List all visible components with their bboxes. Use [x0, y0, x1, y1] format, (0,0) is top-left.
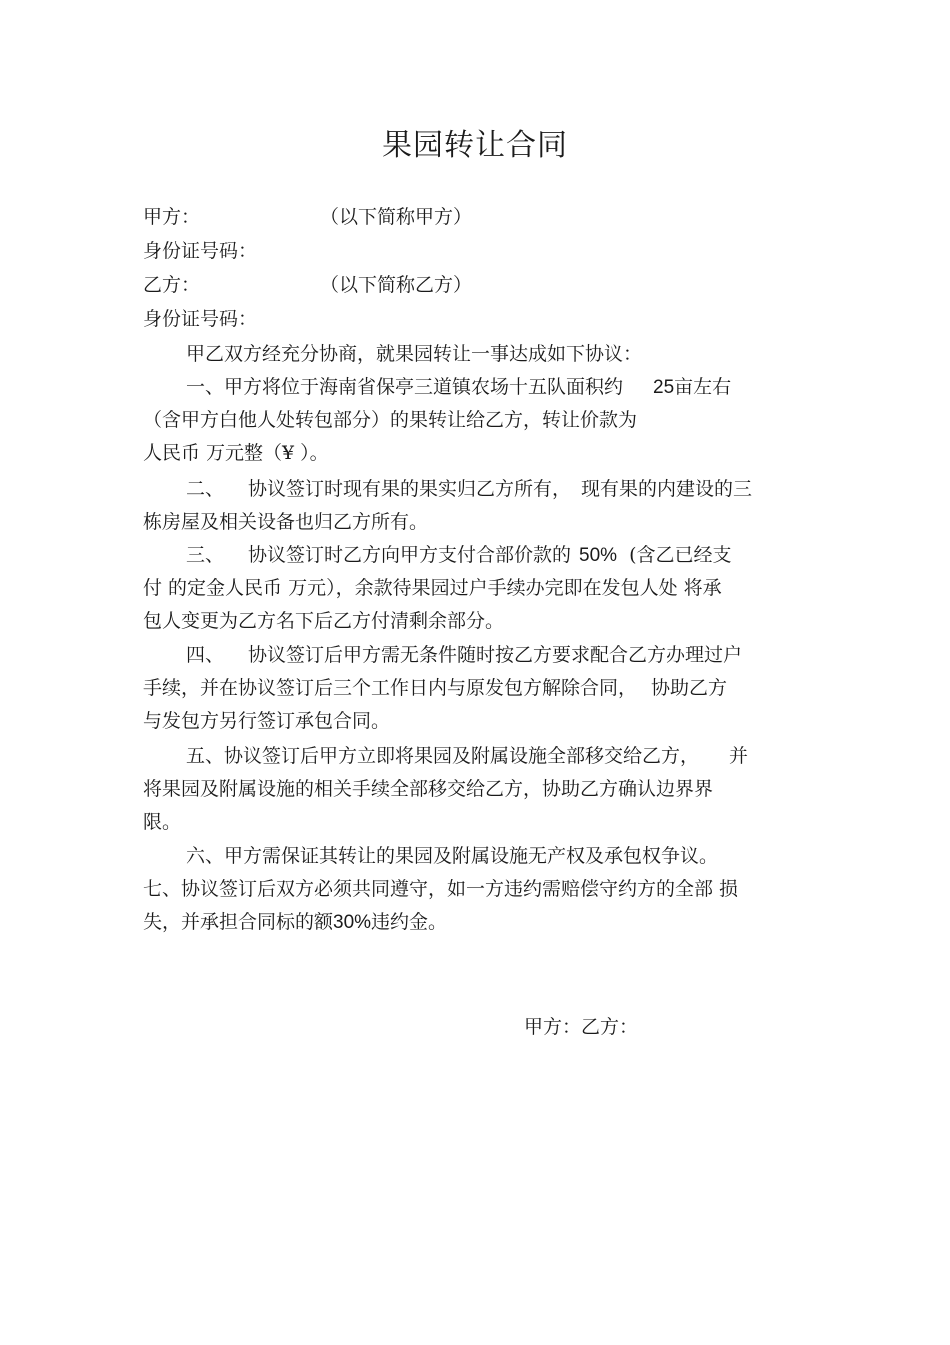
clause3-text-a: 协议签订时乙方向甲方支付合部价款的 [248, 544, 572, 566]
clause2-text-b: 现有果的内建设的三 [581, 478, 753, 500]
clause4-text: 协议签订后甲方需无条件随时按乙方要求配合乙方办理过户 [248, 644, 743, 666]
clause5-line1 [186, 740, 748, 773]
clause1-text-a: 一、甲方将位于海南省保亭三道镇农场十五队面积约 [186, 376, 624, 398]
clause1-text-b: 亩左右 [674, 376, 732, 398]
document-title: 果园转让合同 [382, 128, 568, 163]
clause4-number: 四、 [186, 644, 225, 666]
clause1-line2: （含甲方白他人处转包部分）的果转让给乙方，转让价款为 [143, 409, 638, 431]
clause4-text-b: 协助乙方 [651, 677, 728, 699]
id-a-line [143, 235, 257, 268]
clause3-line1 [186, 539, 731, 572]
party-a-note: （以下简称甲方） [320, 206, 473, 228]
clause6-line1: 六、甲方需保证其转让的果园及附属设施无产权及承包权争议。 [186, 845, 719, 867]
clause7-text-a: 失，并承担合同标的额 [143, 911, 334, 933]
signature-line: 甲方：乙方： [524, 1016, 639, 1038]
clause5-text-b: 并 [729, 745, 749, 767]
id-b-line [143, 303, 257, 336]
clause7-percent: 30% [333, 912, 372, 933]
id-b-label: 身份证号码： [143, 308, 258, 330]
clause4-line2 [143, 672, 727, 705]
clause7-line1: 七、协议签订后双方必须共同遵守，如一方违约需赔偿守约方的全部 损 [143, 878, 739, 900]
clause5-line2: 将果园及附属设施的相关手续全部移交给乙方，协助乙方确认边界界 [143, 778, 714, 800]
clause7-text-b: 违约金。 [371, 911, 448, 933]
clause2-line1 [186, 473, 752, 506]
party-b-line [143, 269, 472, 302]
clause2-line2: 栋房屋及相关设备也归乙方所有。 [143, 511, 429, 533]
party-b-note: （以下简称乙方） [320, 274, 473, 296]
clause7-line2 [143, 906, 447, 939]
clause1-line3: 人民币 万元整（¥ ）。 [143, 442, 329, 464]
clause1-line1 [186, 371, 731, 404]
intro-paragraph: 甲乙双方经充分协商，就果园转让一事达成如下协议： [186, 343, 643, 365]
clause3-text-b: (含乙已经支 [629, 544, 732, 566]
clause4-line3: 与发包方另行签订承包合同。 [143, 710, 391, 732]
clause2-number: 二、 [186, 478, 225, 500]
party-a-line [143, 201, 472, 234]
clause3-percent: 50% [579, 545, 618, 566]
party-a-label: 甲方： [143, 206, 201, 228]
id-a-label: 身份证号码： [143, 240, 258, 262]
clause3-number: 三、 [186, 544, 225, 566]
clause3-line2: 付 的定金人民币 万元），余款待果园过户手续办完即在发包人处 将承 [143, 577, 722, 599]
clause4-line1 [186, 639, 742, 672]
clause2-text-a: 协议签订时现有果的果实归乙方所有， [248, 478, 572, 500]
clause3-line3: 包人变更为乙方名下后乙方付清剩余部分。 [143, 610, 505, 632]
clause4-text-a: 手续，并在协议签订后三个工作日内与原发包方解除合同， [143, 677, 638, 699]
clause1-area-number: 25 [653, 377, 675, 398]
party-b-label: 乙方： [143, 274, 201, 296]
clause5-text-a: 五、协议签订后甲方立即将果园及附属设施全部移交给乙方， [186, 745, 700, 767]
clause5-line3: 限。 [143, 811, 182, 833]
